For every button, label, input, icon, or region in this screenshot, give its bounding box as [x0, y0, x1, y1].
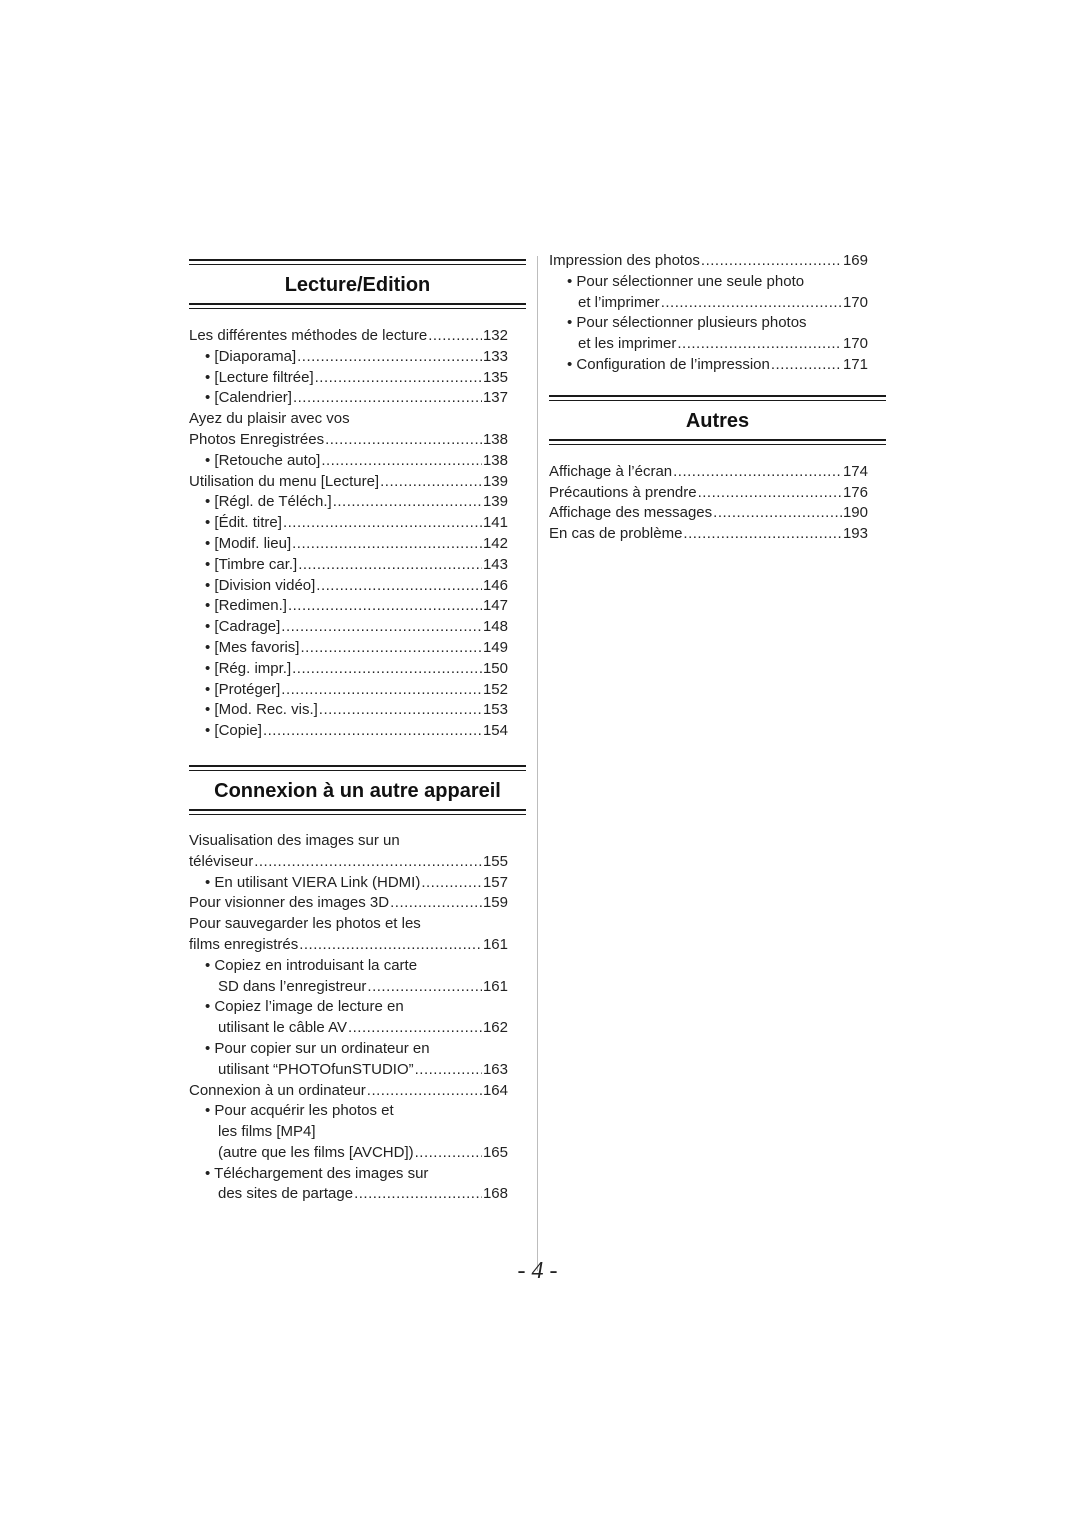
toc-entry[interactable]: • [Retouche auto] ..... 138: [189, 451, 508, 472]
toc-entry[interactable]: (autre que les films [AVCHD]) ..... 165: [189, 1143, 508, 1164]
section-header-autres: [549, 395, 886, 447]
toc-entry[interactable]: utilisant “PHOTOfunSTUDIO” ..... 163: [189, 1060, 508, 1081]
section-header-connexion: [189, 765, 526, 817]
toc-entry[interactable]: Affichage à l’écran ..... 174: [549, 462, 868, 483]
toc-entry[interactable]: Précautions à prendre ..... 176: [549, 483, 868, 504]
double-rule: [189, 259, 526, 267]
toc-entry[interactable]: • [Copie] ..... 154: [189, 721, 508, 742]
toc-entry[interactable]: SD dans l’enregistreur ..... 161: [189, 977, 508, 998]
toc-entry[interactable]: • [Mes favoris] ..... 149: [189, 638, 508, 659]
toc-entry[interactable]: • [Édit. titre] ..... 141: [189, 513, 508, 534]
toc-entry[interactable]: et l’imprimer ..... 170: [549, 293, 868, 314]
double-rule: [549, 439, 886, 447]
toc-entry-continued: les films [MP4]: [218, 1123, 316, 1141]
left-column: [189, 256, 526, 1205]
toc-entry[interactable]: Connexion à un ordinateur ..... 164: [189, 1081, 508, 1102]
toc-list-autres: [549, 462, 868, 545]
toc-entry[interactable]: • [Régl. de Téléch.] ..... 139: [189, 492, 508, 513]
column-divider: [537, 256, 538, 1271]
toc-entry-continued: • Pour acquérir les photos et: [205, 1102, 394, 1120]
toc-entry[interactable]: Photos Enregistrées ..... 138: [189, 430, 508, 451]
toc-entry[interactable]: Les différentes méthodes de lecture ..... 132: [189, 326, 508, 347]
toc-entry[interactable]: utilisant le câble AV ..... 162: [189, 1018, 508, 1039]
toc-entry-continued: Ayez du plaisir avec vos: [189, 410, 350, 428]
toc-entry[interactable]: téléviseur ..... 155: [189, 852, 508, 873]
double-rule: [549, 395, 886, 403]
toc-entry[interactable]: • [Timbre car.] ..... 143: [189, 555, 508, 576]
toc-list-impression: [549, 251, 868, 376]
section-title: Lecture/Edition: [284, 274, 431, 296]
toc-entry[interactable]: • [Rég. impr.] ..... 150: [189, 659, 508, 680]
toc-entry[interactable]: • [Lecture filtrée] ..... 135: [189, 368, 508, 389]
toc-entry[interactable]: • [Diaporama] ..... 133: [189, 347, 508, 368]
toc-entry-continued: • Pour copier sur un ordinateur en: [205, 1039, 430, 1057]
toc-entry[interactable]: Utilisation du menu [Lecture] ..... 139: [189, 472, 508, 493]
toc-entry[interactable]: Pour visionner des images 3D ..... 159: [189, 893, 508, 914]
toc-entry-continued: • Pour sélectionner plusieurs photos: [567, 314, 807, 332]
section-title: Autres: [685, 409, 750, 432]
toc-entry[interactable]: • [Mod. Rec. vis.] ..... 153: [189, 700, 508, 721]
toc-entry-continued: • Téléchargement des images sur: [205, 1164, 429, 1182]
toc-entry[interactable]: Affichage des messages ..... 190: [549, 503, 868, 524]
toc-entry-continued: • Pour sélectionner une seule photo: [567, 272, 805, 290]
toc-entry-continued: • Copiez en introduisant la carte: [205, 956, 418, 974]
toc-entry[interactable]: • [Redimen.] ..... 147: [189, 596, 508, 617]
toc-list-lecture: [189, 326, 508, 742]
toc-entry[interactable]: • [Modif. lieu] ..... 142: [189, 534, 508, 555]
page-number: - 4 -: [517, 1258, 558, 1284]
double-rule: [189, 303, 526, 311]
toc-entry[interactable]: • Configuration de l’impression ..... 171: [549, 355, 868, 376]
toc-entry[interactable]: des sites de partage ..... 168: [189, 1184, 508, 1205]
toc-entry[interactable]: films enregistrés ..... 161: [189, 935, 508, 956]
toc-entry[interactable]: • En utilisant VIERA Link (HDMI) ..... 157: [189, 873, 508, 894]
toc-entry[interactable]: et les imprimer ..... 170: [549, 334, 868, 355]
toc-list-connexion: [189, 831, 508, 1205]
toc-entry[interactable]: En cas de problème ..... 193: [549, 524, 868, 545]
toc-entry[interactable]: Impression des photos ..... 169: [549, 251, 868, 272]
toc-entry-continued: Visualisation des images sur un: [189, 831, 400, 849]
section-header-lecture: [189, 259, 526, 311]
toc-entry-continued: Pour sauvegarder les photos et les: [189, 915, 421, 933]
toc-entry[interactable]: • [Division vidéo] ..... 146: [189, 576, 508, 597]
toc-entry[interactable]: • [Calendrier] ..... 137: [189, 388, 508, 409]
toc-entry[interactable]: • [Cadrage] ..... 148: [189, 617, 508, 638]
toc-entry-continued: • Copiez l’image de lecture en: [205, 998, 404, 1016]
double-rule: [189, 809, 526, 817]
double-rule: [189, 765, 526, 773]
section-title: Connexion à un autre appareil: [214, 779, 501, 802]
toc-entry[interactable]: • [Protéger] ..... 152: [189, 680, 508, 701]
right-column: [549, 252, 886, 545]
